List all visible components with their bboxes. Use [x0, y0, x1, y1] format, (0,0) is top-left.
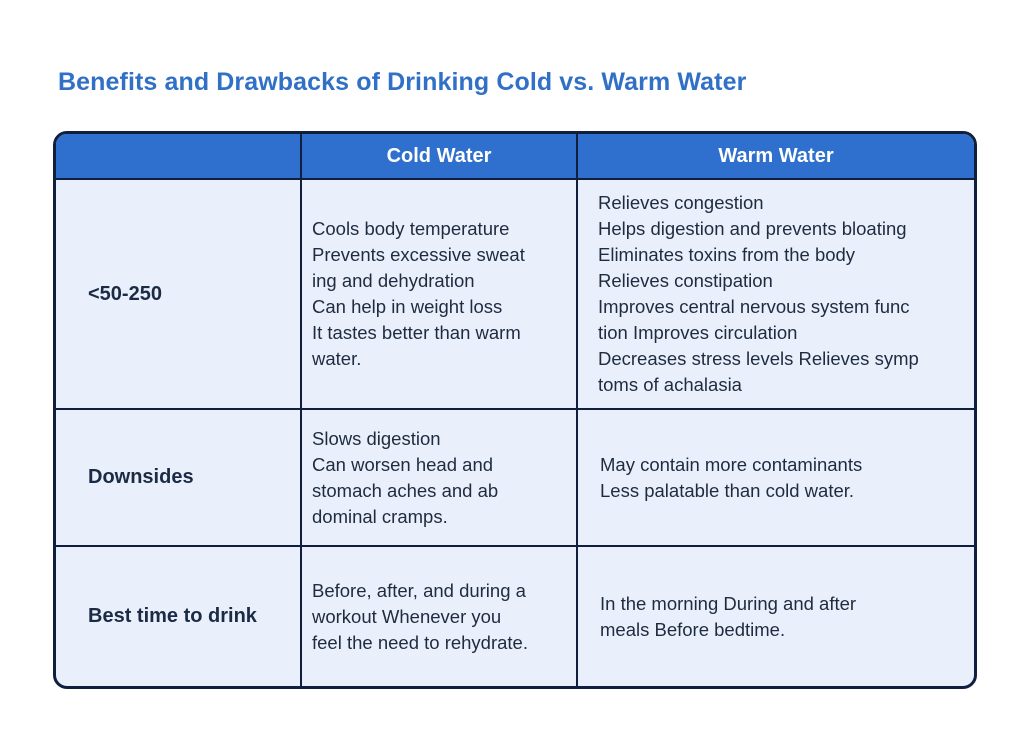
- table-row: [56, 546, 974, 686]
- cell-line: Before, after, and during a: [312, 579, 526, 601]
- cell-line: Prevents excessive sweat: [312, 244, 525, 265]
- cold-water-cell: [301, 409, 577, 546]
- row-label: Best time to drink: [56, 546, 301, 686]
- cell-line: Less palatable than cold water.: [600, 479, 855, 501]
- cell-line: May contain more contaminants: [600, 453, 863, 475]
- cell-line: Relieves constipation: [598, 270, 773, 291]
- cell-line: meals Before bedtime.: [600, 618, 786, 640]
- comparison-table: [53, 131, 977, 689]
- cell-line: dominal cramps.: [312, 505, 448, 527]
- header-warm-water: Warm Water: [577, 134, 974, 179]
- page-title: Benefits and Drawbacks of Drinking Cold vs. Warm Water: [58, 68, 747, 96]
- row-label: <50-250: [56, 179, 301, 409]
- cell-line: Eliminates toxins from the body: [598, 244, 856, 265]
- warm-water-cell: [577, 409, 974, 546]
- cell-line: Slows digestion: [312, 427, 441, 449]
- cell-line: It tastes better than warm: [312, 322, 521, 343]
- cold-water-cell: [301, 179, 577, 409]
- cell-line: Cools body temperature: [312, 218, 510, 239]
- cell-line: Helps digestion and prevents bloating: [598, 218, 907, 239]
- cold-water-cell: [301, 546, 577, 686]
- cell-line: water.: [312, 348, 362, 369]
- cell-line: Decreases stress levels Relieves symp: [598, 348, 919, 369]
- cell-line: Improves central nervous system func: [598, 296, 910, 317]
- cell-line: ing and dehydration: [312, 270, 475, 291]
- cell-line: workout Whenever you: [312, 605, 502, 627]
- table-row: [56, 409, 974, 546]
- header-cold-water: Cold Water: [301, 134, 577, 179]
- warm-water-cell: [577, 546, 974, 686]
- cell-line: In the morning During and after: [600, 592, 857, 614]
- warm-water-cell: [577, 179, 974, 409]
- header-empty-cell: [56, 134, 301, 179]
- cell-line: Relieves congestion: [598, 192, 764, 213]
- row-label: Downsides: [56, 409, 301, 546]
- cell-line: tion Improves circulation: [598, 322, 798, 343]
- cell-line: Can help in weight loss: [312, 296, 503, 317]
- cell-line: Can worsen head and: [312, 453, 494, 475]
- cell-line: toms of achalasia: [598, 374, 742, 395]
- table-row: [56, 179, 974, 409]
- cell-line: stomach aches and ab: [312, 479, 499, 501]
- table-header-row: [56, 134, 974, 179]
- cell-line: feel the need to rehydrate.: [312, 631, 528, 653]
